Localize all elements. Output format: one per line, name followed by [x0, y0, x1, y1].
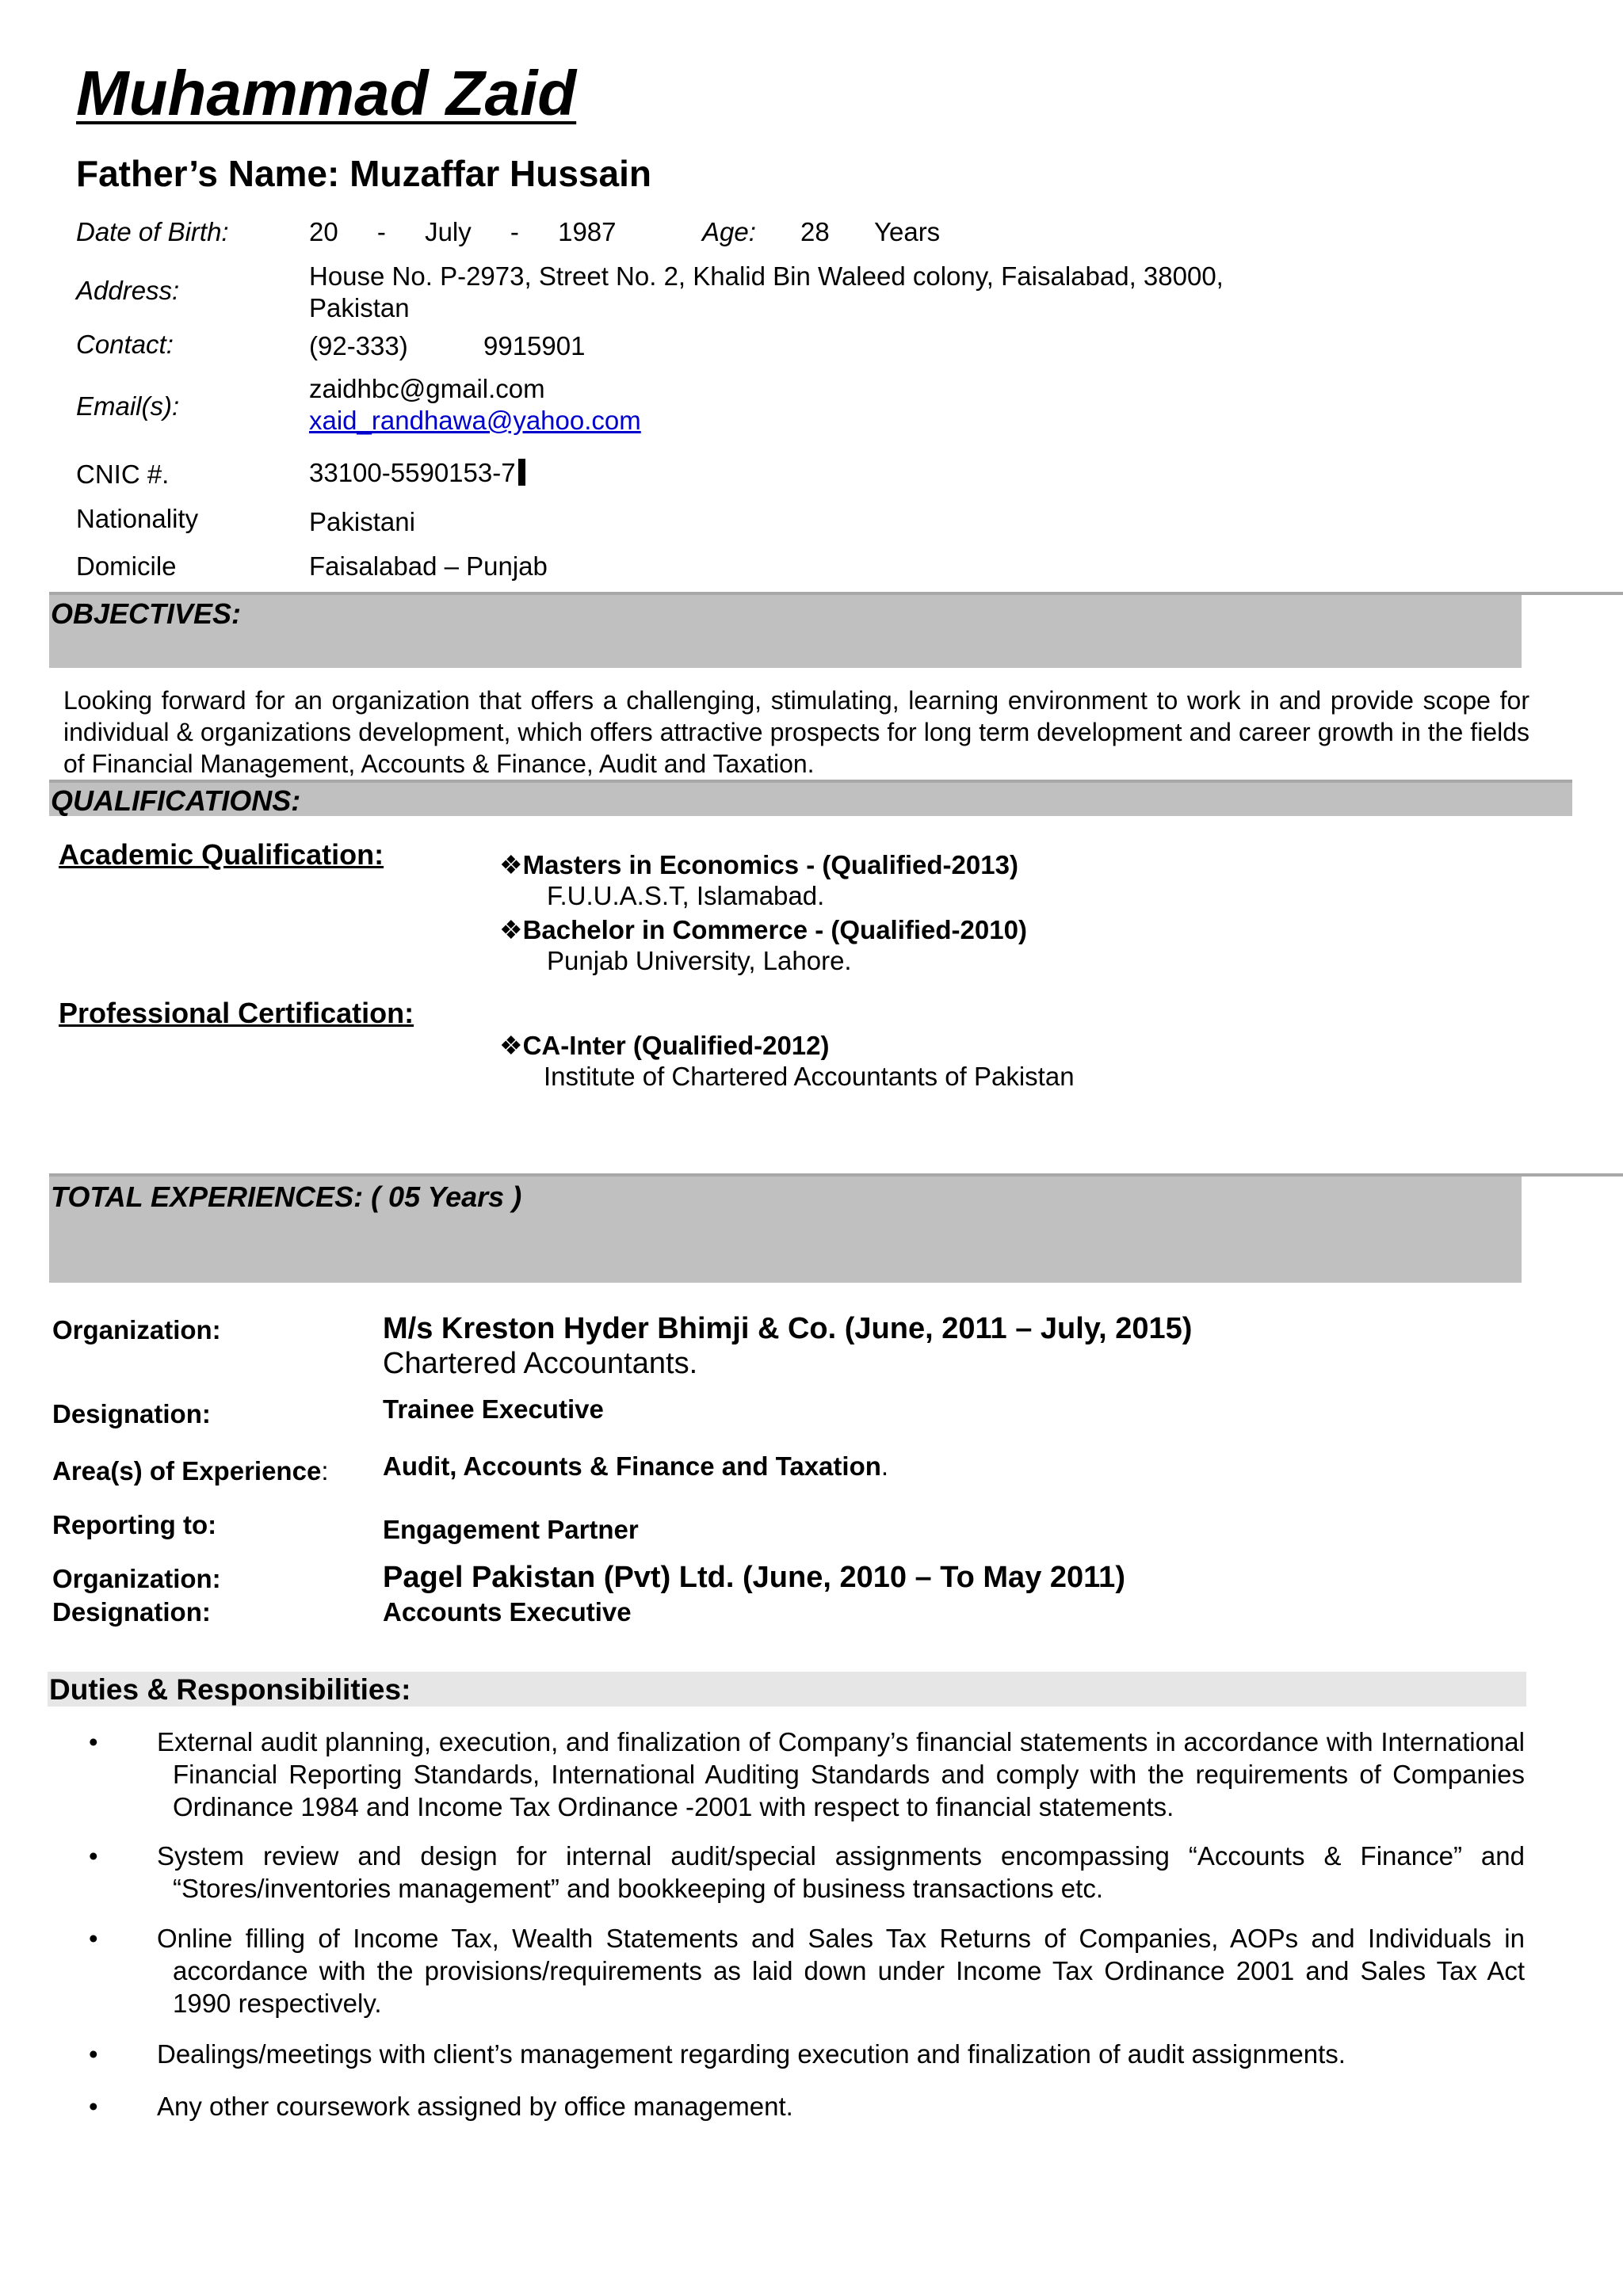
designation-value: Trainee Executive	[383, 1394, 604, 1424]
candidate-name: Muhammad Zaid	[76, 58, 577, 128]
qualification-item	[499, 1030, 830, 1061]
domicile-label: Domicile	[76, 551, 177, 581]
designation-label: Designation:	[52, 1597, 211, 1627]
degree-institute: Punjab University, Lahore.	[547, 946, 852, 975]
designation-value: Accounts Executive	[383, 1597, 632, 1627]
dob-label: Date of Birth:	[76, 217, 229, 246]
age-value: 28	[800, 217, 830, 246]
email-label: Email(s):	[76, 391, 180, 421]
professional-certification-heading: Professional Certification:	[59, 997, 414, 1029]
designation-label: Designation:	[52, 1399, 211, 1428]
dob-day: 20	[309, 217, 338, 246]
cnic-value	[309, 458, 525, 488]
reporting-label: Reporting to:	[52, 1510, 217, 1539]
dob-year: 1987	[558, 217, 617, 246]
diamond-bullet-icon: ❖	[499, 850, 523, 879]
duty-item	[89, 1840, 1525, 1905]
degree-title: Bachelor in Commerce - (Qualified-2010)	[522, 915, 1027, 944]
duty-item	[89, 2038, 1525, 2070]
objectives-title: OBJECTIVES:	[51, 597, 242, 630]
father-name: Father’s Name: Muzaffar Hussain	[76, 153, 651, 194]
dob-value	[309, 217, 617, 247]
certification-title: CA-Inter (Qualified-2012)	[522, 1031, 830, 1060]
dob-sep: -	[376, 217, 386, 246]
areas-label-text: Area(s) of Experience	[52, 1456, 322, 1486]
diamond-bullet-icon: ❖	[499, 915, 523, 944]
organization-label: Organization:	[52, 1315, 221, 1344]
contact-label: Contact:	[76, 330, 174, 359]
dob-month: July	[425, 217, 472, 246]
bullet-icon: •	[89, 2092, 98, 2121]
nationality-label: Nationality	[76, 504, 199, 533]
domicile-value: Faisalabad – Punjab	[309, 551, 548, 581]
bullet-icon: •	[89, 1841, 98, 1871]
organization-name: M/s Kreston Hyder Bhimji & Co. (June, 2011 – July, 2015)	[383, 1312, 1193, 1345]
bullet-icon: •	[89, 2039, 98, 2069]
contact-code: (92-333)	[309, 331, 408, 360]
dob-sep: -	[510, 217, 519, 246]
duty-text: Any other coursework assigned by office management.	[157, 2092, 793, 2121]
duty-text: Dealings/meetings with client’s management regarding execution and finalization of audit assignments.	[157, 2039, 1346, 2069]
address-line1: House No. P-2973, Street No. 2, Khalid Bin Waleed colony, Faisalabad, 38000,	[309, 261, 1224, 291]
diamond-bullet-icon: ❖	[499, 1031, 523, 1060]
text-cursor-icon	[518, 459, 525, 486]
qualification-item	[499, 914, 1027, 945]
degree-title: Masters in Economics - (Qualified-2013)	[522, 850, 1018, 879]
cnic-label: CNIC #.	[76, 460, 170, 489]
address-line2: Pakistan	[309, 293, 410, 322]
email-secondary-link[interactable]: xaid_randhawa@yahoo.com	[309, 406, 641, 435]
areas-label	[52, 1456, 328, 1486]
organization-subtitle: Chartered Accountants.	[383, 1347, 698, 1380]
duty-text: System review and design for internal audit/special assignments encompassing “Accounts & Finance” and “Stores/inventories management” and bookkeeping of business transactions etc.	[157, 1841, 1525, 1903]
areas-dot: .	[880, 1451, 889, 1481]
reporting-value: Engagement Partner	[383, 1515, 639, 1544]
duty-text: External audit planning, execution, and finalization of Company’s financial statements in accordance with International Financial Reporting Standards, International Auditing Standards and comply with the requirements of Companies Ordinance 1984 and Income Tax Ordinance -2001 with respect to financial statements.	[157, 1727, 1525, 1821]
bullet-icon: •	[89, 1727, 98, 1756]
nationality-value: Pakistani	[309, 507, 415, 536]
age-label: Age:	[702, 217, 756, 246]
address-label: Address:	[76, 276, 180, 305]
cnic-number: 33100-5590153-7	[309, 458, 516, 487]
bullet-icon: •	[89, 1924, 98, 1953]
areas-value-text: Audit, Accounts & Finance and Taxation	[383, 1451, 881, 1481]
duty-item	[89, 2090, 1525, 2122]
duty-item	[89, 1922, 1525, 2019]
email-primary: zaidhbc@gmail.com	[309, 374, 545, 403]
objectives-header-bar	[49, 595, 1522, 668]
qualifications-title: QUALIFICATIONS:	[51, 784, 301, 817]
academic-qualification-heading: Academic Qualification:	[59, 838, 384, 871]
contact-number: 9915901	[483, 331, 586, 360]
organization-label: Organization:	[52, 1564, 221, 1593]
qualification-item	[499, 849, 1018, 880]
age-unit: Years	[874, 217, 941, 246]
objectives-text: Looking forward for an organization that offers a challenging, stimulating, learning environment to work in and provide scope for individual & organizations development, which offers attractive prospects for long term development and career growth in the fields of Financial Management, Accounts & Finance, Audit and Taxation.	[63, 686, 1529, 778]
areas-value	[383, 1451, 888, 1482]
certification-institute: Institute of Chartered Accountants of Pakistan	[544, 1062, 1075, 1091]
degree-institute: F.U.U.A.S.T, Islamabad.	[547, 881, 825, 910]
duty-item	[89, 1726, 1525, 1823]
duty-text: Online filling of Income Tax, Wealth Statements and Sales Tax Returns of Companies, AOPs and Individuals in accordance with the provisions/requirements as laid down under Income Tax Ordinance 2001 and Sales Tax Act 1990 respectively.	[157, 1924, 1525, 2018]
experience-title: TOTAL EXPERIENCES: ( 05 Years )	[51, 1180, 522, 1213]
areas-colon: :	[321, 1456, 329, 1486]
duties-title: Duties & Responsibilities:	[49, 1673, 411, 1706]
organization-name: Pagel Pakistan (Pvt) Ltd. (June, 2010 – To May 2011)	[383, 1561, 1125, 1594]
